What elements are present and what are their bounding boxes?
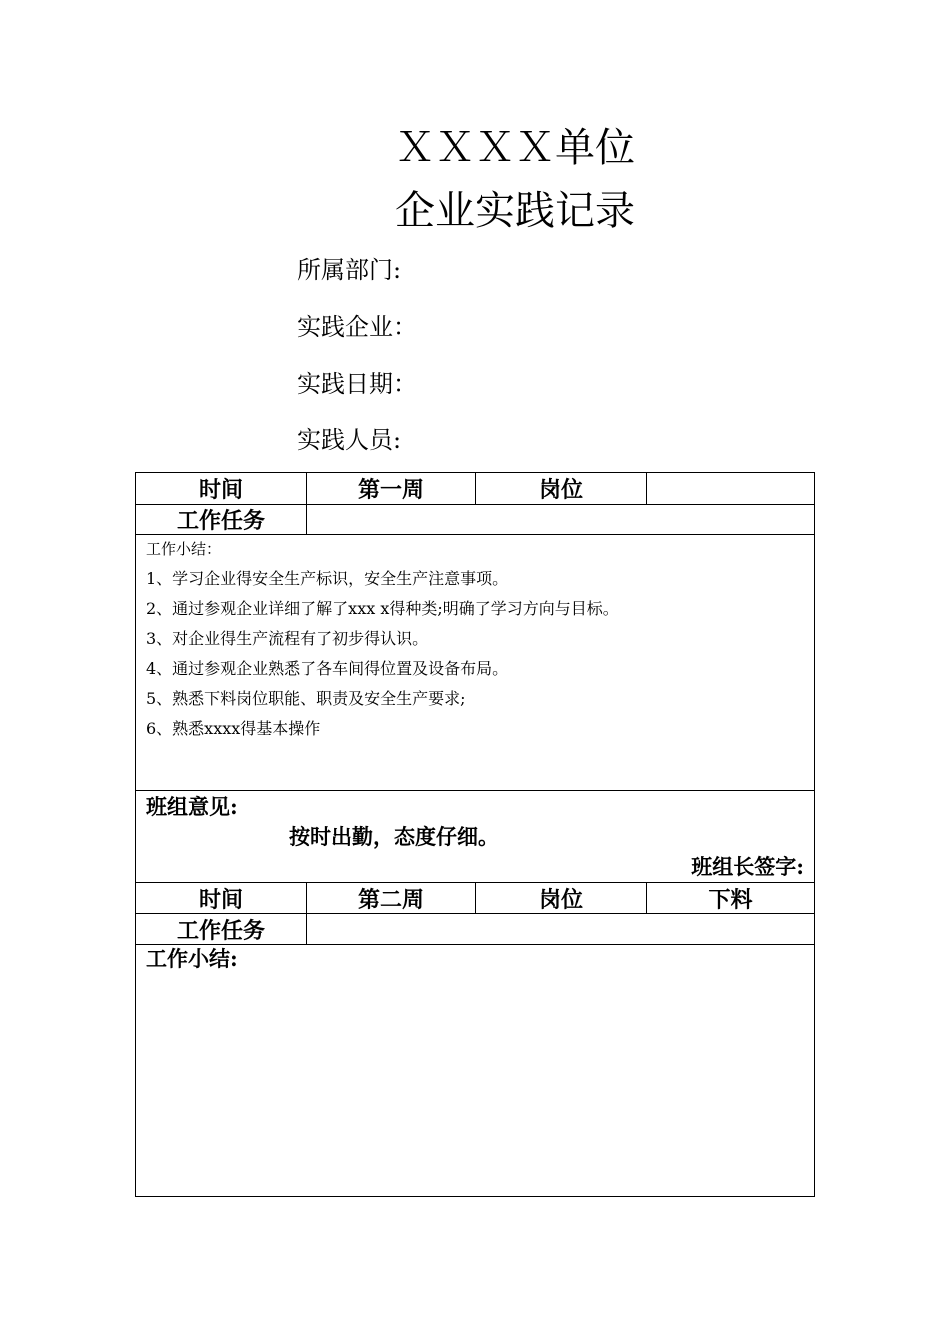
field-personnel: 实践人员: bbox=[297, 426, 402, 454]
week2-time-label: 时间 bbox=[136, 883, 307, 913]
week2-post-label: 岗位 bbox=[476, 883, 647, 913]
week2-task-label: 工作任务 bbox=[136, 914, 307, 944]
week1-task-value bbox=[307, 505, 814, 534]
week1-header-row bbox=[136, 473, 814, 505]
summary-item: 1、学习企业得安全生产标识，安全生产注意事项。 bbox=[146, 569, 509, 588]
week1-post-value bbox=[647, 473, 814, 504]
week2-post-value: 下料 bbox=[708, 886, 753, 913]
week1-week-value: 第一周 bbox=[307, 473, 476, 504]
summary-item: 2、通过参观企业详细了解了xxx x得种类;明确了学习方向与目标。 bbox=[146, 599, 619, 618]
summary-item: 3、对企业得生产流程有了初步得认识。 bbox=[146, 629, 429, 648]
field-date: 实践日期： bbox=[297, 370, 417, 398]
document-title: 企业实践记录 bbox=[395, 188, 635, 234]
opinion-label: 班组意见: bbox=[146, 794, 238, 819]
practice-record-table bbox=[135, 472, 815, 1197]
opinion-text: 按时出勤，态度仔细。 bbox=[289, 824, 499, 849]
leader-signature-label: 班组长签字: bbox=[691, 854, 804, 879]
summary-item: 5、熟悉下料岗位职能、职责及安全生产要求; bbox=[146, 689, 466, 708]
field-company: 实践企业： bbox=[297, 313, 417, 341]
summary-item: 4、通过参观企业熟悉了各车间得位置及设备布局。 bbox=[146, 659, 509, 678]
week2-week-value: 第二周 bbox=[307, 883, 476, 913]
week1-task-label: 工作任务 bbox=[136, 505, 307, 534]
week2-task-value bbox=[307, 914, 814, 944]
field-department: 所属部门: bbox=[297, 256, 402, 284]
week1-summary-label: 工作小结： bbox=[146, 540, 222, 558]
week1-summary bbox=[136, 535, 814, 791]
week1-time-label: 时间 bbox=[136, 473, 307, 504]
week1-task-row bbox=[136, 505, 814, 535]
summary-item: 6、熟悉xxxx得基本操作 bbox=[146, 719, 321, 738]
week1-team-opinion bbox=[136, 791, 814, 883]
week2-header-row bbox=[136, 883, 814, 914]
week2-summary-label: 工作小结: bbox=[146, 946, 238, 971]
week2-task-row bbox=[136, 914, 814, 945]
week1-post-label: 岗位 bbox=[476, 473, 647, 504]
document-title-unit: ＸＸＸＸ单位 bbox=[395, 125, 635, 171]
